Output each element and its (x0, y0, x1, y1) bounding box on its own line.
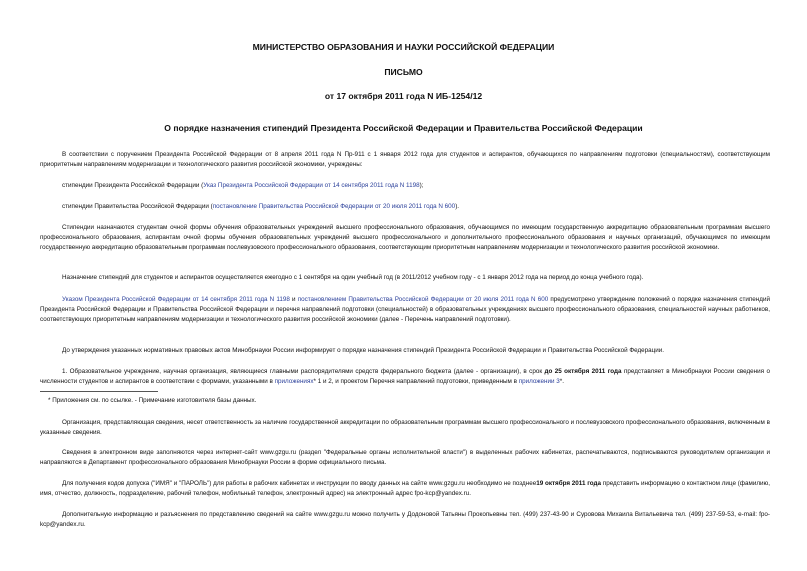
deadline-date: до 25 октября 2011 года (544, 368, 622, 375)
text: и (289, 296, 298, 303)
text: * 1 и 2, и проектом Перечня направлений подготовки, приведенным в (313, 378, 519, 385)
link-president-decree-2[interactable]: Указом Президента Российской Федерации от 14 сентября 2011 года N 1198 (62, 296, 290, 303)
text: 1. Образовательное учреждение, научная организация, являющиеся главными распорядителями средств федерального бюджета (далее - организации), в срок (62, 368, 545, 375)
contact-deadline: 19 октября 2011 года (536, 480, 602, 487)
paragraph-informing: До утверждения указанных нормативных правовых актов Минобрнауки России информирует о порядке назначения стипендий Президента Российской Федерации и Правительства Российской Федерации. (62, 347, 665, 354)
paragraph-electronic-form: Сведения в электронном виде заполняются через интернет-сайт www.gzgu.ru (раздел "Федеральные органы исполнительной власти") в выделенных рабочих кабинетах, распечатываются, подписываются руководителем организации и направляются в Департамент профессионального образования Минобрнауки России в форме официального письма. (40, 449, 770, 466)
text: стипендии Правительства Российской Федерации ( (62, 203, 213, 210)
paragraph-schedule: Назначение стипендий для студентов и аспирантов осуществляется ежегодно с 1 сентября на один учебный год (в 2011/2012 учебном году - с 1 января 2012 года на период до конца учебного года). (62, 274, 644, 281)
footnote-divider (40, 391, 158, 392)
paragraph-regulations (40, 295, 770, 325)
text: предусмотрено утверждение положений о порядке назначения стипендий Президента Российской Федерации и Правительства Российской Федерации и перечня направлений подготовки (специальностей) в образовательных учреждениях высшего профессионального образования, специальностей научных работников, соответствующих приоритетным направлениям модернизации и технологического развития российской экономики (далее - Перечень направлений подготовки). (40, 296, 770, 323)
ministry-heading: МИНИСТЕРСТВО ОБРАЗОВАНИЯ И НАУКИ РОССИЙСКОЙ ФЕДЕРАЦИИ (252, 42, 555, 52)
link-president-decree[interactable]: Указ Президента Российской Федерации от 14 сентября 2011 года N 1198 (203, 182, 420, 189)
text: ); (419, 182, 424, 189)
paragraph-contacts: Дополнительную информацию и разъяснения по представлению сведений на сайте www.gzgu.ru можно получить у Додоновой Татьяны Прокопьевны тел. (499) 237-43-90 и Суровова Михаила Витальевича тел. (499) 237-59-53, e-mail: fpo-kcp@yandex.ru. (40, 511, 770, 528)
paragraph-eligibility: Стипендии назначаются студентам очной формы обучения образовательных учреждений высшего профессионального образования, обучающимся по имеющим государственную аккредитацию образовательным программам высшего профессионального образования, аспирантам очной формы обучения образовательных учреждений высшего профессионального и дополнительного профессионального образования и научных организаций, обучающимся по имеющим государственную аккредитацию образовательным программам послевузовского профессионального образования, соответствующим приоритетным направлениям модернизации и технологического развития российской экономики. (40, 224, 770, 251)
document-type: ПИСЬМО (384, 67, 423, 77)
paragraph-government-stipend (40, 202, 770, 212)
paragraph-item-1 (40, 367, 770, 387)
text: стипендии Президента Российской Федерации ( (62, 182, 204, 189)
link-government-resolution-2[interactable]: постановлением Правительства Российской Федерации от 20 июля 2011 года N 600 (297, 296, 549, 303)
link-appendix-3[interactable]: приложении 3 (518, 378, 560, 385)
paragraph-responsibility: Организация, представляющая сведения, несет ответственность за наличие государственной аккредитации по образовательным программам высшего профессионального и послевузовского профессионального образования, включенным в указанные сведения. (40, 419, 770, 436)
document-date-number: от 17 октября 2011 года N ИБ-1254/12 (324, 91, 483, 101)
paragraph-president-stipend (40, 181, 770, 191)
document-subject: О порядке назначения стипендий Президента Российской Федерации и Правительства Российской Федерации (164, 123, 643, 133)
footnote: * Приложения см. по ссылке. - Примечание изготовителя базы данных. (48, 397, 257, 404)
text: представляет в Минобрнауки России сведения о численности студентов и аспирантов в соответствии с формами, указанными в (40, 368, 770, 385)
link-government-resolution[interactable]: постановление Правительства Российской Федерации от 20 июля 2011 года N 600 (212, 203, 456, 210)
link-appendices[interactable]: приложениях (274, 378, 314, 385)
paragraph-access-codes (40, 479, 770, 499)
text: *. (559, 378, 564, 385)
paragraph-intro: В соответствии с поручением Президента Российской Федерации от 8 апреля 2011 года N Пр-911 с 1 января 2012 года для студентов и аспирантов, обучающихся по направлениям подготовки (специальностям), соответствующим приоритетным направлениям модернизации и технологического развития российской экономики, учреждены: (40, 151, 770, 168)
text: ). (455, 203, 460, 210)
text: представить информацию о контактном лице (фамилию, имя, отчество, должность, подразделение, рабочий телефон, мобильный телефон, электронный адрес) на электронный адрес fpo-kcp@yandex.ru. (40, 480, 770, 497)
text: Для получения кодов допуска ("ИМЯ" и "ПАРОЛЬ") для работы в рабочих кабинетах и инструкции по вводу данных на сайте www.gzgu.ru необходимо не позднее (62, 480, 537, 487)
